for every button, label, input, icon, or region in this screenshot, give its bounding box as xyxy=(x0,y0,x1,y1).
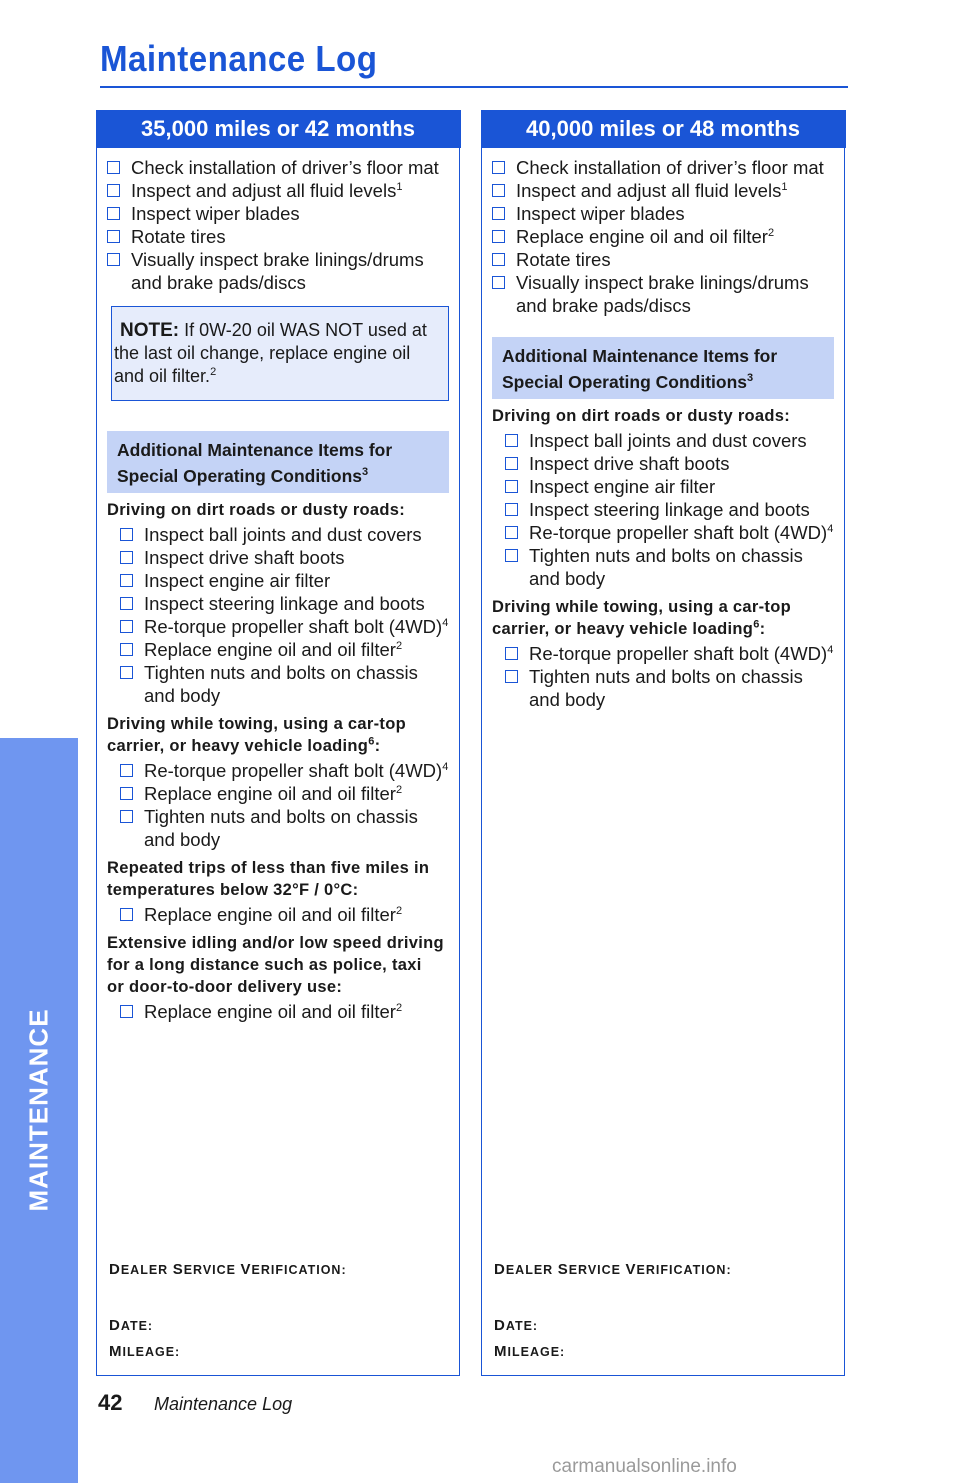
checklist-item-continuation: and brake pads/discs xyxy=(131,271,306,293)
checkbox-icon[interactable] xyxy=(505,480,518,493)
checklist-item xyxy=(107,179,459,202)
short-trips-heading-1: Repeated trips of less than five miles in xyxy=(107,858,430,877)
checkbox-icon[interactable] xyxy=(492,161,505,174)
footnote-ref: 4 xyxy=(827,522,834,535)
checklist-item-text: Replace engine oil and oil filter xyxy=(144,782,396,804)
left-towing-list xyxy=(107,759,459,851)
watermark: carmanualsonline.info xyxy=(552,1456,737,1477)
checklist-item-text: Inspect ball joints and dust covers xyxy=(529,429,807,451)
checklist-item xyxy=(107,225,459,248)
right-towing-list xyxy=(492,642,844,711)
checkbox-icon[interactable] xyxy=(505,503,518,516)
checklist-item xyxy=(492,248,844,271)
checklist-item-text: Re-torque propeller shaft bolt (4WD) xyxy=(144,759,443,781)
left-short-trips-list xyxy=(107,903,459,926)
checkbox-icon[interactable] xyxy=(120,666,133,679)
checklist-item xyxy=(492,202,844,225)
note-text-2: the last oil change, replace engine oil xyxy=(114,342,411,363)
checklist-item-text: Inspect steering linkage and boots xyxy=(529,498,810,520)
checklist-item-text: Tighten nuts and bolts on chassis xyxy=(144,805,418,827)
checklist-item-text: Check installation of driver’s floor mat xyxy=(516,156,824,178)
page-title: Maintenance Log xyxy=(100,38,378,79)
idling-heading-2: for a long distance such as police, taxi xyxy=(107,955,422,974)
checkbox-icon[interactable] xyxy=(505,457,518,470)
checklist-item xyxy=(120,661,459,707)
checklist-item-text: Re-torque propeller shaft bolt (4WD) xyxy=(529,521,828,543)
checklist-item xyxy=(505,521,844,544)
footnote-ref: 4 xyxy=(442,760,449,773)
checkbox-icon[interactable] xyxy=(120,620,133,633)
checklist-item xyxy=(120,592,459,615)
dirt-heading: Driving on dirt roads or dusty roads: xyxy=(492,406,791,425)
checklist-item xyxy=(505,642,844,665)
checklist-item-text: Replace engine oil and oil filter xyxy=(144,638,396,660)
checklist-item xyxy=(492,179,844,202)
checklist-item-text: Tighten nuts and bolts on chassis xyxy=(529,544,803,566)
checkbox-icon[interactable] xyxy=(505,549,518,562)
footnote-ref: 2 xyxy=(395,1001,403,1014)
towing-heading xyxy=(107,713,453,757)
checkbox-icon[interactable] xyxy=(120,908,133,921)
checklist-item xyxy=(120,759,459,782)
towing-sup: 6 xyxy=(368,735,375,747)
left-main-list xyxy=(107,156,459,294)
dealer-service-verification: DEALER SERVICE VERIFICATION: xyxy=(494,1261,732,1278)
idling-heading-3: or door-to-door delivery use: xyxy=(107,977,343,996)
checklist-item-text: Visually inspect brake linings/drums xyxy=(131,248,424,270)
additional-title-1: Additional Maintenance Items for xyxy=(117,439,393,460)
checkbox-icon[interactable] xyxy=(120,764,133,777)
checklist-item xyxy=(492,225,844,248)
note-sup: 2 xyxy=(210,365,217,378)
checkbox-icon[interactable] xyxy=(492,184,505,197)
footnote-ref: 4 xyxy=(827,643,834,656)
short-trips-heading-2: temperatures below 32°F / 0°C: xyxy=(107,880,359,899)
footnote-ref: 2 xyxy=(395,783,403,796)
right-main-list xyxy=(492,156,844,317)
towing-heading-2: carrier, or heavy vehicle loading xyxy=(492,619,754,638)
note-label: NOTE: xyxy=(120,319,180,341)
checkbox-icon[interactable] xyxy=(505,434,518,447)
checklist-item xyxy=(120,615,459,638)
checklist-item-text: Tighten nuts and bolts on chassis xyxy=(529,665,803,687)
note-text-3: and oil filter. xyxy=(114,365,211,386)
checklist-item-continuation: and body xyxy=(144,684,221,706)
checklist-item xyxy=(505,544,844,590)
checklist-item-text: Inspect drive shaft boots xyxy=(529,452,730,474)
checklist-item-text: Inspect drive shaft boots xyxy=(144,546,345,568)
checklist-item xyxy=(505,452,844,475)
checklist-item-text: Inspect wiper blades xyxy=(131,202,300,224)
checklist-item-text: Replace engine oil and oil filter xyxy=(516,225,768,247)
checklist-item xyxy=(107,156,459,179)
idling-heading xyxy=(107,932,453,998)
additional-title-2: Special Operating Conditions xyxy=(117,465,363,486)
mileage-label: MILEAGE: xyxy=(109,1343,181,1360)
checkbox-icon[interactable] xyxy=(120,643,133,656)
checklist-item xyxy=(120,903,459,926)
checklist-item xyxy=(492,271,844,317)
checkbox-icon[interactable] xyxy=(120,597,133,610)
footnote-ref: 1 xyxy=(396,180,403,193)
checklist-item-text: Inspect ball joints and dust covers xyxy=(144,523,422,545)
checklist-item xyxy=(107,248,459,294)
footnote-ref: 2 xyxy=(767,226,775,239)
checkbox-icon[interactable] xyxy=(505,526,518,539)
title-rule xyxy=(100,86,848,88)
left-column xyxy=(96,110,460,1376)
checklist-item-text: Inspect engine air filter xyxy=(529,475,716,497)
checkbox-icon[interactable] xyxy=(505,647,518,660)
checkbox-icon[interactable] xyxy=(505,670,518,683)
checklist-item-text: Inspect and adjust all fluid levels xyxy=(131,179,397,201)
checklist-item xyxy=(505,665,844,711)
towing-heading xyxy=(492,596,838,640)
towing-heading-1: Driving while towing, using a car-top xyxy=(107,714,406,733)
checklist-item xyxy=(505,429,844,452)
checklist-item xyxy=(120,546,459,569)
page-number: 42 xyxy=(98,1390,123,1415)
idling-heading-1: Extensive idling and/or low speed driving xyxy=(107,933,444,952)
checklist-item-text: Check installation of driver’s floor mat xyxy=(131,156,439,178)
date-label: DATE: xyxy=(109,1317,154,1334)
towing-sup: 6 xyxy=(753,618,760,630)
dealer-service-verification: DEALER SERVICE VERIFICATION: xyxy=(109,1261,347,1278)
checkbox-icon[interactable] xyxy=(120,1005,133,1018)
checklist-item-continuation: and brake pads/discs xyxy=(516,294,691,316)
checklist-item-text: Replace engine oil and oil filter xyxy=(144,903,396,925)
note-text-1: If 0W-20 oil WAS NOT used at xyxy=(184,319,427,340)
checklist-item-text: Tighten nuts and bolts on chassis xyxy=(144,661,418,683)
additional-sup: 3 xyxy=(747,371,754,384)
checkbox-icon[interactable] xyxy=(107,253,120,266)
checklist-item-text: Re-torque propeller shaft bolt (4WD) xyxy=(144,615,443,637)
checklist-item-text: Inspect and adjust all fluid levels xyxy=(516,179,782,201)
checklist-item-text: Inspect steering linkage and boots xyxy=(144,592,425,614)
checkbox-icon[interactable] xyxy=(120,528,133,541)
additional-sup: 3 xyxy=(362,465,369,478)
footnote-ref: 4 xyxy=(442,616,449,629)
checklist-item-text: Rotate tires xyxy=(131,225,226,247)
footer-label: Maintenance Log xyxy=(154,1394,293,1414)
checklist-item xyxy=(107,202,459,225)
checkbox-icon[interactable] xyxy=(492,276,505,289)
additional-items-box xyxy=(107,431,449,493)
footnote-ref: 2 xyxy=(395,639,403,652)
checkbox-icon[interactable] xyxy=(107,207,120,220)
dirt-heading: Driving on dirt roads or dusty roads: xyxy=(107,500,406,519)
checklist-item-continuation: and body xyxy=(529,567,606,589)
checkbox-icon[interactable] xyxy=(120,810,133,823)
checklist-item xyxy=(492,156,844,179)
mileage-label: MILEAGE: xyxy=(494,1343,566,1360)
footnote-ref: 1 xyxy=(781,180,788,193)
checklist-item-continuation: and body xyxy=(144,828,221,850)
note-box xyxy=(111,306,449,401)
footnote-ref: 2 xyxy=(395,904,403,917)
checklist-item-text: Inspect engine air filter xyxy=(144,569,331,591)
left-dirt-list xyxy=(107,523,459,707)
checkbox-icon[interactable] xyxy=(107,184,120,197)
side-tab-label: MAINTENANCE xyxy=(23,1008,54,1212)
checklist-item xyxy=(505,475,844,498)
checkbox-icon[interactable] xyxy=(492,230,505,243)
towing-heading-2: carrier, or heavy vehicle loading xyxy=(107,736,369,755)
checkbox-icon[interactable] xyxy=(107,230,120,243)
checklist-item xyxy=(120,782,459,805)
checkbox-icon[interactable] xyxy=(492,253,505,266)
left-idling-list xyxy=(107,1000,459,1023)
checklist-item-text: Re-torque propeller shaft bolt (4WD) xyxy=(529,642,828,664)
checklist-item-text: Replace engine oil and oil filter xyxy=(144,1000,396,1022)
right-dirt-list xyxy=(492,429,844,590)
towing-colon: : xyxy=(759,619,766,638)
checkbox-icon[interactable] xyxy=(107,161,120,174)
towing-heading-1: Driving while towing, using a car-top xyxy=(492,597,791,616)
checkbox-icon[interactable] xyxy=(492,207,505,220)
checklist-item xyxy=(120,569,459,592)
checklist-item xyxy=(120,523,459,546)
checklist-item-text: Rotate tires xyxy=(516,248,611,270)
left-column-header: 35,000 miles or 42 months xyxy=(96,110,461,148)
right-column-header: 40,000 miles or 48 months xyxy=(481,110,846,148)
additional-title-1: Additional Maintenance Items for xyxy=(502,345,778,366)
checklist-item-text: Visually inspect brake linings/drums xyxy=(516,271,809,293)
checklist-item-continuation: and body xyxy=(529,688,606,710)
checklist-item-text: Inspect wiper blades xyxy=(516,202,685,224)
towing-colon: : xyxy=(374,736,381,755)
checklist-item xyxy=(120,805,459,851)
additional-items-box xyxy=(492,337,834,399)
checklist-item xyxy=(120,1000,459,1023)
date-label: DATE: xyxy=(494,1317,539,1334)
checkbox-icon[interactable] xyxy=(120,787,133,800)
additional-title-2: Special Operating Conditions xyxy=(502,371,748,392)
short-trips-heading xyxy=(107,857,453,901)
right-column xyxy=(481,110,845,1376)
checkbox-icon[interactable] xyxy=(120,551,133,564)
checkbox-icon[interactable] xyxy=(120,574,133,587)
checklist-item xyxy=(505,498,844,521)
checklist-item xyxy=(120,638,459,661)
